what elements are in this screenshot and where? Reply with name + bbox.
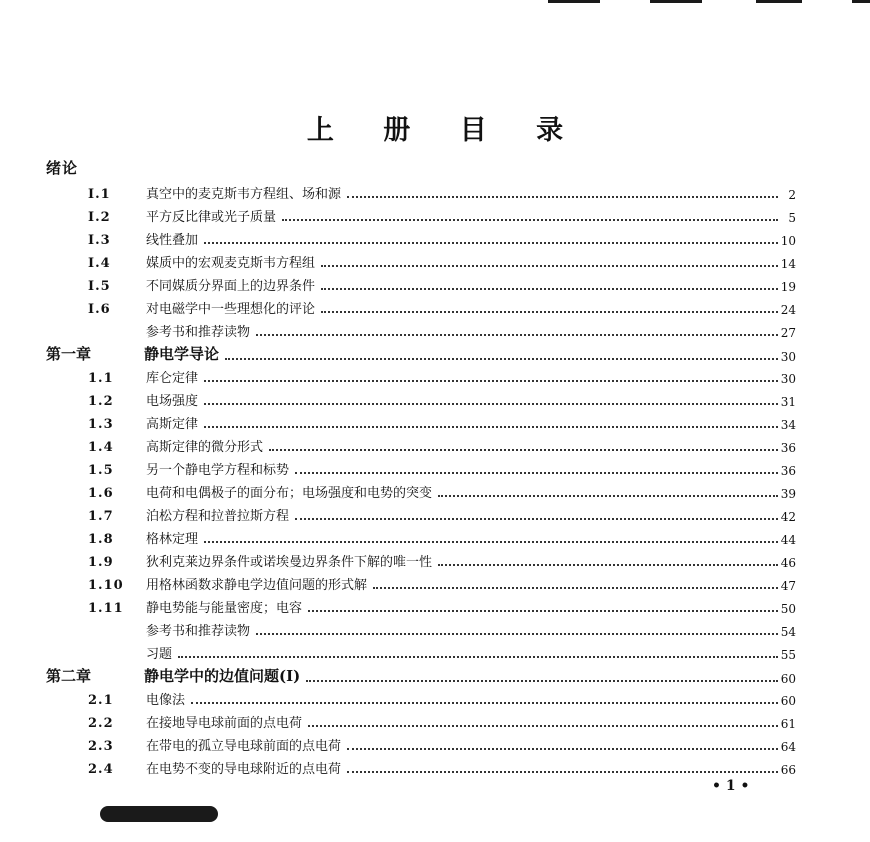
toc-page-number: 39 xyxy=(780,487,796,501)
toc-entry-row xyxy=(0,755,870,777)
toc-entry-number: 1.2 xyxy=(88,394,114,409)
toc-entry-row xyxy=(0,364,870,386)
scan-artifact-bottom-smudge xyxy=(100,806,218,822)
toc-entry-row xyxy=(0,548,870,570)
toc-entry-number: 1.4 xyxy=(88,440,114,455)
toc-entry-number: 1.5 xyxy=(88,463,114,478)
toc-entry-row xyxy=(0,410,870,432)
toc-entry-row xyxy=(0,502,870,524)
toc-entry-number: I.3 xyxy=(88,233,111,248)
toc-page-number: 2 xyxy=(788,188,796,202)
toc-dot-leader xyxy=(225,358,778,360)
toc-page-number: 44 xyxy=(780,533,796,547)
toc-page-number: 19 xyxy=(780,280,796,294)
toc-entry-number: I.5 xyxy=(88,279,111,294)
toc-page-number: 42 xyxy=(780,510,796,524)
toc-page-number: 55 xyxy=(780,648,796,662)
toc-dot-leader xyxy=(282,219,778,221)
toc-entry-row xyxy=(0,525,870,547)
toc-entry-number: 1.11 xyxy=(88,601,124,616)
toc-entry-title: 在带电的孤立导电球前面的点电荷 xyxy=(146,739,342,754)
toc-dot-leader xyxy=(308,610,778,612)
toc-entry-row xyxy=(0,433,870,455)
toc-dot-leader xyxy=(204,242,778,244)
toc-entry-title: 高斯定律的微分形式 xyxy=(146,440,264,455)
toc-page-number: 61 xyxy=(780,717,796,731)
toc-entry-row xyxy=(0,732,870,754)
toc-entry-title: 电场强度 xyxy=(146,394,199,409)
toc-entry-number: 2.1 xyxy=(88,693,114,708)
toc-entry-number: 第一章 xyxy=(46,345,92,363)
toc-entry-row xyxy=(0,456,870,478)
toc-dot-leader xyxy=(256,334,778,336)
toc-dot-leader xyxy=(204,426,778,428)
toc-entry-title: 静电学中的边值问题(I) xyxy=(144,667,301,685)
toc-entry-row xyxy=(0,686,870,708)
toc-entry-row xyxy=(0,387,870,409)
toc-dot-leader xyxy=(191,702,778,704)
toc-entry-number: 第二章 xyxy=(46,667,92,685)
toc-entry-row xyxy=(0,226,870,248)
toc-entry-row xyxy=(0,180,870,202)
toc-entry-title: 不同媒质分界面上的边界条件 xyxy=(146,279,316,294)
toc-page-number: 5 xyxy=(788,211,796,225)
toc-entry-number: I.6 xyxy=(88,302,111,317)
toc-entry-title: 库仑定律 xyxy=(146,371,199,386)
toc-page-number: 46 xyxy=(780,556,796,570)
toc-entry-title: 真空中的麦克斯韦方程组、场和源 xyxy=(146,187,342,202)
toc-entry-title: 静电势能与能量密度；电容 xyxy=(146,601,303,616)
toc-dot-leader xyxy=(321,265,778,267)
toc-page-number: 47 xyxy=(780,579,796,593)
toc-entry-title: 媒质中的宏观麦克斯韦方程组 xyxy=(146,256,316,271)
toc-dot-leader xyxy=(295,518,778,520)
toc-entry-title: 参考书和推荐读物 xyxy=(146,325,251,340)
toc-page-number: 31 xyxy=(780,395,796,409)
toc-entry-row xyxy=(0,295,870,317)
toc-dot-leader xyxy=(204,541,778,543)
toc-entry-number: 1.3 xyxy=(88,417,114,432)
toc-entry-row xyxy=(0,640,870,662)
toc-entry-number: I.2 xyxy=(88,210,111,225)
toc-page-number: 60 xyxy=(780,694,796,708)
toc-dot-leader xyxy=(438,495,778,497)
toc-page-number: 66 xyxy=(780,763,796,777)
toc-entry-title: 习题 xyxy=(146,647,173,662)
toc-page-number: 60 xyxy=(780,672,796,686)
toc-entry-title: 平方反比律或光子质量 xyxy=(146,210,277,225)
toc-entry-number: 2.2 xyxy=(88,716,114,731)
toc-entry-row xyxy=(0,249,870,271)
toc-page-number: 10 xyxy=(780,234,796,248)
toc-entry-row xyxy=(0,272,870,294)
toc-page-number: 36 xyxy=(780,441,796,455)
toc-page-number: 64 xyxy=(780,740,796,754)
scan-artifact-top-1 xyxy=(548,0,600,3)
scan-artifact-top-2 xyxy=(650,0,702,3)
toc-dot-leader xyxy=(347,196,778,198)
toc-entry-title: 参考书和推荐读物 xyxy=(146,624,251,639)
toc-entry-title: 另一个静电学方程和标势 xyxy=(146,463,290,478)
toc-dot-leader xyxy=(321,288,778,290)
scan-artifact-top-4 xyxy=(852,0,870,3)
toc-entry-title: 高斯定律 xyxy=(146,417,199,432)
toc-dot-leader xyxy=(269,449,778,451)
toc-entry-row xyxy=(0,318,870,340)
toc-entry-number: 1.8 xyxy=(88,532,114,547)
toc-page-number: 30 xyxy=(780,372,796,386)
toc-entry-number: 1.10 xyxy=(88,578,124,593)
toc-entry-number: I.4 xyxy=(88,256,111,271)
toc-entry-title: 电荷和电偶极子的面分布；电场强度和电势的突变 xyxy=(146,486,433,501)
toc-entry-row xyxy=(0,479,870,501)
toc-entry-row xyxy=(0,594,870,616)
toc-dot-leader xyxy=(204,403,778,405)
toc-page-number: 34 xyxy=(780,418,796,432)
toc-entry-number: I.1 xyxy=(88,187,111,202)
toc-page-number: 36 xyxy=(780,464,796,478)
toc-entry-title: 线性叠加 xyxy=(146,233,199,248)
toc-entry-number: 2.4 xyxy=(88,762,114,777)
toc-entry-title: 静电学导论 xyxy=(144,345,220,363)
toc-dot-leader xyxy=(295,472,778,474)
toc-entry-number: 1.6 xyxy=(88,486,114,501)
page-number-footer: • 1 • xyxy=(712,778,750,794)
toc-entry-title: 电像法 xyxy=(146,693,186,708)
scan-artifact-top-3 xyxy=(756,0,802,3)
toc-entry-title: 在电势不变的导电球附近的点电荷 xyxy=(146,762,342,777)
toc-entry-title: 狄利克莱边界条件或诺埃曼边界条件下解的唯一性 xyxy=(146,555,433,570)
toc-entry-row xyxy=(0,709,870,731)
toc-entry-title: 在接地导电球前面的点电荷 xyxy=(146,716,303,731)
toc-entry-number: 2.3 xyxy=(88,739,114,754)
toc-dot-leader xyxy=(321,311,778,313)
toc-entry-title: 泊松方程和拉普拉斯方程 xyxy=(146,509,290,524)
toc-entry-row xyxy=(0,571,870,593)
toc-dot-leader xyxy=(256,633,778,635)
toc-dot-leader xyxy=(373,587,778,589)
toc-chapter-row xyxy=(0,342,870,364)
page-title: 上 册 目 录 xyxy=(306,115,584,147)
toc-dot-leader xyxy=(347,771,778,773)
toc-dot-leader xyxy=(347,748,778,750)
toc-entry-number: 1.9 xyxy=(88,555,114,570)
toc-page-number: 24 xyxy=(780,303,796,317)
toc-dot-leader xyxy=(438,564,778,566)
toc-entry-number: 1.7 xyxy=(88,509,114,524)
toc-page-number: 27 xyxy=(780,326,796,340)
toc-entry-number: 1.1 xyxy=(88,371,114,386)
toc-dot-leader xyxy=(204,380,778,382)
toc-entry-row xyxy=(0,617,870,639)
toc-page-number: 14 xyxy=(780,257,796,271)
toc-entry-title: 用格林函数求静电学边值问题的形式解 xyxy=(146,578,368,593)
toc-entry-title: 格林定理 xyxy=(146,532,199,547)
toc-section-heading xyxy=(0,156,870,178)
toc-dot-leader xyxy=(178,656,778,658)
toc-dot-leader xyxy=(306,680,778,682)
toc-page-number: 50 xyxy=(780,602,796,616)
toc-entry-row xyxy=(0,203,870,225)
toc-chapter-row xyxy=(0,664,870,686)
toc-entry-title: 对电磁学中一些理想化的评论 xyxy=(146,302,316,317)
toc-entry-number: 绪论 xyxy=(46,159,79,177)
toc-page-number: 30 xyxy=(780,350,796,364)
toc-dot-leader xyxy=(308,725,778,727)
toc-page-number: 54 xyxy=(780,625,796,639)
